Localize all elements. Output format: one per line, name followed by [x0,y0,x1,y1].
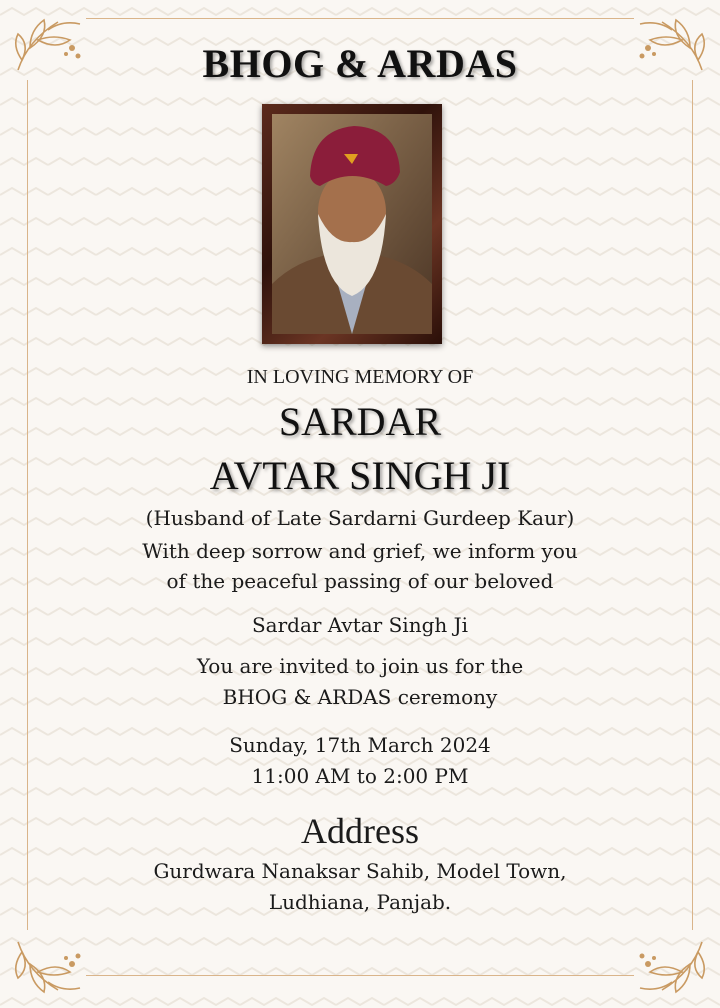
leaf-ornament-icon [632,932,712,1002]
event-time: 11:00 AM to 2:00 PM [251,764,469,788]
leaf-ornament-icon [8,932,88,1002]
border-bottom [86,975,634,976]
event-date: Sunday, 17th March 2024 [229,733,491,757]
address-line-1: Gurdwara Nanaksar Sahib, Model Town, [153,859,567,883]
name-line-1: SARDAR [278,399,442,444]
border-left [27,80,28,930]
memory-line: IN LOVING MEMORY OF [246,366,474,388]
relation-line: (Husband of Late Sardarni Gurdeep Kaur) [145,506,575,530]
portrait-photo [272,114,432,334]
sorrow-line-1: With deep sorrow and grief, we inform you [142,539,578,563]
address-line-2: Ludhiana, Panjab. [268,890,452,914]
portrait-frame [262,104,442,344]
invite-line-2: BHOG & ARDAS ceremony [222,685,498,709]
address-heading: Address [301,811,419,851]
border-right [692,80,693,930]
name-line-2: AVTAR SINGH JI [209,453,511,498]
sorrow-line-2: of the peaceful passing of our beloved [166,569,554,593]
border-top [86,18,634,19]
invite-line-1: You are invited to join us for the [196,654,524,678]
card-title: BHOG & ARDAS [202,41,518,86]
person-name: Sardar Avtar Singh Ji [251,613,469,637]
